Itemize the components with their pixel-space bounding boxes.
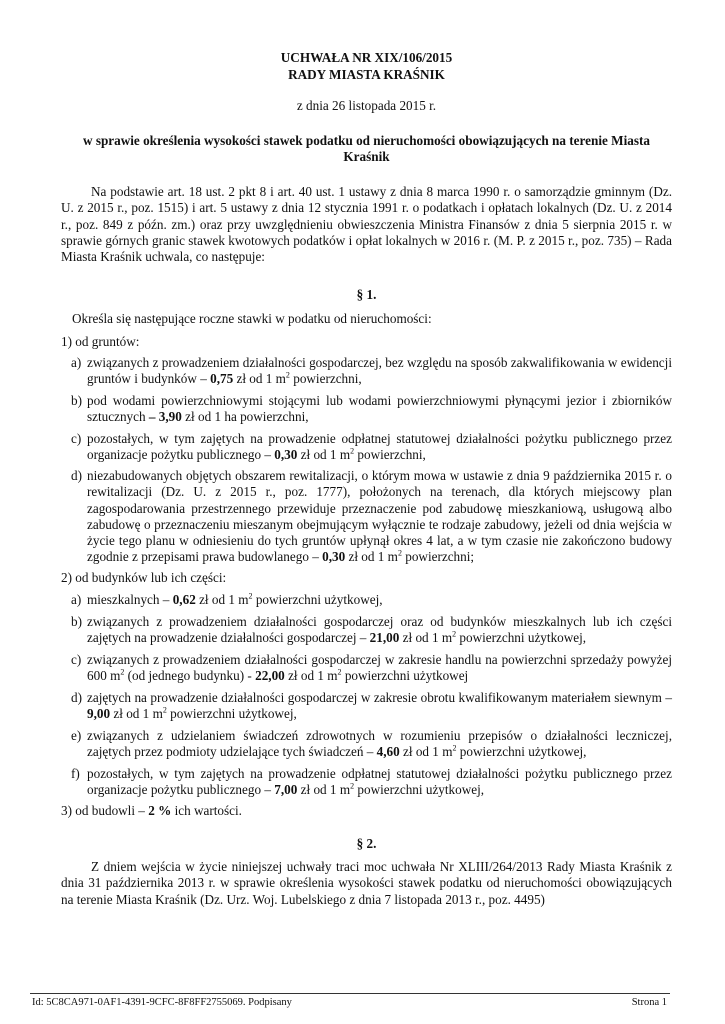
- item-unit-sup: 2: [350, 446, 355, 456]
- list-item: [87, 652, 672, 685]
- list-item: [87, 728, 672, 761]
- list-item: [87, 355, 672, 388]
- item-unit: zł od 1 m: [113, 706, 163, 722]
- item-unit-tail: powierzchni użytkowej,: [255, 592, 383, 607]
- item-unit-tail: powierzchni użytkowej,: [459, 630, 587, 646]
- item-rate: 0,62: [172, 592, 196, 607]
- subject-line-1: w sprawie określenia wysokości stawek podatku od nieruchomości obowiązujących na terenie Miasta: [83, 133, 650, 148]
- item-text-after: (od jednego budynku) -: [127, 668, 252, 684]
- point-text: od budowli –: [75, 803, 145, 818]
- item-unit-sup: 2: [452, 743, 457, 753]
- item-rate: 0,30: [322, 549, 346, 565]
- section-1-heading: § 1.: [356, 287, 377, 302]
- item-unit-sup: 2: [162, 705, 167, 715]
- item-rate: 22,00: [255, 668, 285, 684]
- item-text: pozostałych, w tym zajętych na prowadzenie odpłatnej statutowej działalności pożytku publicznego przez organizacje pożytku publicznego –: [87, 766, 672, 798]
- item-text-sup: 2: [120, 667, 125, 677]
- resolution-date: z dnia 26 listopada 2015 r.: [296, 98, 437, 113]
- section-2-heading: § 2.: [356, 836, 377, 851]
- item-text: związanych z prowadzeniem działalności gospodarczej oraz od budynków mieszkalnych lub ich części zajętych na prowadzenie działalności gospodarczej –: [87, 614, 672, 646]
- item-unit-sup: 2: [337, 667, 342, 677]
- list-item: [87, 766, 672, 799]
- council-name: RADY MIASTA KRAŚNIK: [288, 67, 445, 82]
- item-text: związanych z udzielaniem świadczeń zdrowotnych w rozumieniu przepisów o działalności leczniczej, zajętych przez podmioty udzielające tych świadczeń –: [87, 728, 672, 760]
- list-item: [87, 431, 672, 464]
- subject-line-2: Kraśnik: [343, 149, 390, 164]
- point-text-after: ich wartości.: [174, 803, 242, 818]
- item-unit-sup: 2: [285, 370, 290, 380]
- item-label: e): [71, 728, 82, 743]
- item-label: d): [71, 690, 82, 705]
- footer-document-id: Id: 5C8CA971-0AF1-4391-9CFC-8F8FF2755069. Podpisany: [32, 997, 292, 1008]
- section-2-text: Z dniem wejścia w życie niniejszej uchwały traci moc uchwała Nr XLIII/264/2013 Rady Miasta Kraśnik z dnia 31 października 2013 r. w sprawie określenia wysokości stawek podatku od nieruchomości obowiązujących na terenie Miasta Kraśnik (Dz. Urz. Woj. Lubelskiego z dnia 7 listopada 2013 r., poz. 4495): [61, 859, 672, 907]
- item-text: związanych z prowadzeniem działalności gospodarczej w zakresie handlu na powierzchni sprzedaży powyżej 600 m: [87, 652, 672, 684]
- item-rate: 7,00: [274, 782, 298, 798]
- item-rate: – 3,90: [148, 409, 182, 425]
- footer-divider: [30, 993, 670, 994]
- point-label: 1): [61, 334, 72, 349]
- point-label: 3): [61, 803, 72, 818]
- list-item: [87, 468, 672, 566]
- item-label: b): [71, 614, 82, 629]
- item-unit-sup: 2: [350, 781, 355, 791]
- point-2: [61, 570, 226, 586]
- point-3: [61, 803, 242, 819]
- item-label: f): [71, 766, 80, 781]
- item-unit-tail: powierzchni użytkowej,: [357, 782, 485, 798]
- item-text: pod wodami powierzchniowymi stojącymi lub wodami powierzchniowymi płynącymi jezior i zbiorników sztucznych: [87, 393, 672, 425]
- item-unit: zł od 1 m: [348, 549, 398, 565]
- item-text: niezabudowanych objętych obszarem rewitalizacji, o którym mowa w ustawie z dnia 9 października 2015 r. o rewitalizacji (Dz. U. z 2015 r., poz. 1777), położonych na terenach, dla których miejscowy plan zagospodarowania przestrzennego przewiduje przeznaczenie pod zabudowę mieszkaniową, usługową albo zabudowę o przeznaczeniu mieszanym obejmującym wyłącznie te rodzaje zabudowy, jeżeli od dnia wejścia w życie tego planu w odniesieniu do tych gruntów upłynął okres 4 lat, a w tym czasie nie zakończono budowy zgodnie z przepisami prawa budowlanego –: [87, 468, 672, 565]
- item-label: d): [71, 468, 82, 483]
- item-unit: zł od 1 ha powierzchni,: [185, 409, 309, 425]
- list-item: [87, 592, 672, 608]
- item-rate: 4,60: [376, 744, 400, 760]
- item-label: a): [71, 592, 82, 607]
- point-label: 2): [61, 570, 72, 585]
- item-text: zajętych na prowadzenie działalności gospodarczej w zakresie obrotu kwalifikowanym materiałem siewnym –: [87, 690, 672, 705]
- item-unit: zł od 1 m: [199, 592, 249, 607]
- item-rate: 9,00: [87, 706, 111, 722]
- list-item: [87, 614, 672, 647]
- point-text: od gruntów:: [75, 334, 140, 349]
- item-label: c): [71, 431, 82, 446]
- item-unit: zł od 1 m: [236, 371, 286, 387]
- item-unit-tail: powierzchni,: [293, 371, 362, 387]
- item-unit: zł od 1 m: [300, 447, 351, 463]
- item-unit-tail: powierzchni użytkowej,: [459, 744, 587, 760]
- preamble: Na podstawie art. 18 ust. 2 pkt 8 i art. 40 ust. 1 ustawy z dnia 8 marca 1990 r. o samorządzie gminnym (Dz. U. z 2015 r., poz. 1515) i art. 5 ustawy z dnia 12 stycznia 1991 r. o podatkach i opłatach lokalnych (Dz. U. z 2014 r., poz. 849 z późn. zm.) oraz przy uwzględnieniu obwieszczenia Ministra Finansów z dnia 5 sierpnia 2015 r. w sprawie górnych granic stawek kwotowych podatków i opłat lokalnych w 2016 r. (M. P. z 2015 r., poz. 735) – Rada Miasta Kraśnik uchwala, co następuje:: [61, 184, 672, 265]
- resolution-number: UCHWAŁA NR XIX/106/2015: [280, 50, 453, 65]
- item-unit: zł od 1 m: [403, 744, 453, 760]
- item-text: związanych z prowadzeniem działalności gospodarczej, bez względu na sposób zakwalifikowania w ewidencji gruntów i budynków –: [87, 355, 672, 387]
- item-unit: zł od 1 m: [288, 668, 338, 684]
- item-rate: 21,00: [369, 630, 400, 646]
- item-unit-tail: powierzchni,: [357, 447, 426, 463]
- item-rate: 0,30: [274, 447, 298, 463]
- list-item: [87, 690, 672, 723]
- point-rate: 2 %: [148, 803, 172, 818]
- item-text: pozostałych, w tym zajętych na prowadzenie odpłatnej statutowej działalności pożytku publicznego przez organizacje pożytku publicznego –: [87, 431, 672, 463]
- item-unit-sup: 2: [397, 549, 402, 559]
- point-text: od budynków lub ich części:: [75, 570, 227, 585]
- item-unit-sup: 2: [248, 591, 253, 601]
- item-label: b): [71, 393, 82, 408]
- item-unit-tail: powierzchni użytkowej: [344, 668, 469, 684]
- item-text: mieszkalnych –: [87, 592, 170, 607]
- item-unit: zł od 1 m: [402, 630, 453, 646]
- item-unit-tail: powierzchni użytkowej,: [170, 706, 297, 722]
- item-unit-sup: 2: [452, 629, 457, 639]
- section-1-intro: Określa się następujące roczne stawki w podatku od nieruchomości:: [72, 311, 432, 326]
- item-rate: 0,75: [210, 371, 234, 387]
- item-label: a): [71, 355, 82, 370]
- item-label: c): [71, 652, 82, 667]
- item-unit-tail: powierzchni;: [405, 549, 475, 565]
- footer-page-number: Strona 1: [631, 997, 667, 1008]
- item-unit: zł od 1 m: [300, 782, 351, 798]
- point-1: [61, 334, 139, 350]
- list-item: [87, 393, 672, 426]
